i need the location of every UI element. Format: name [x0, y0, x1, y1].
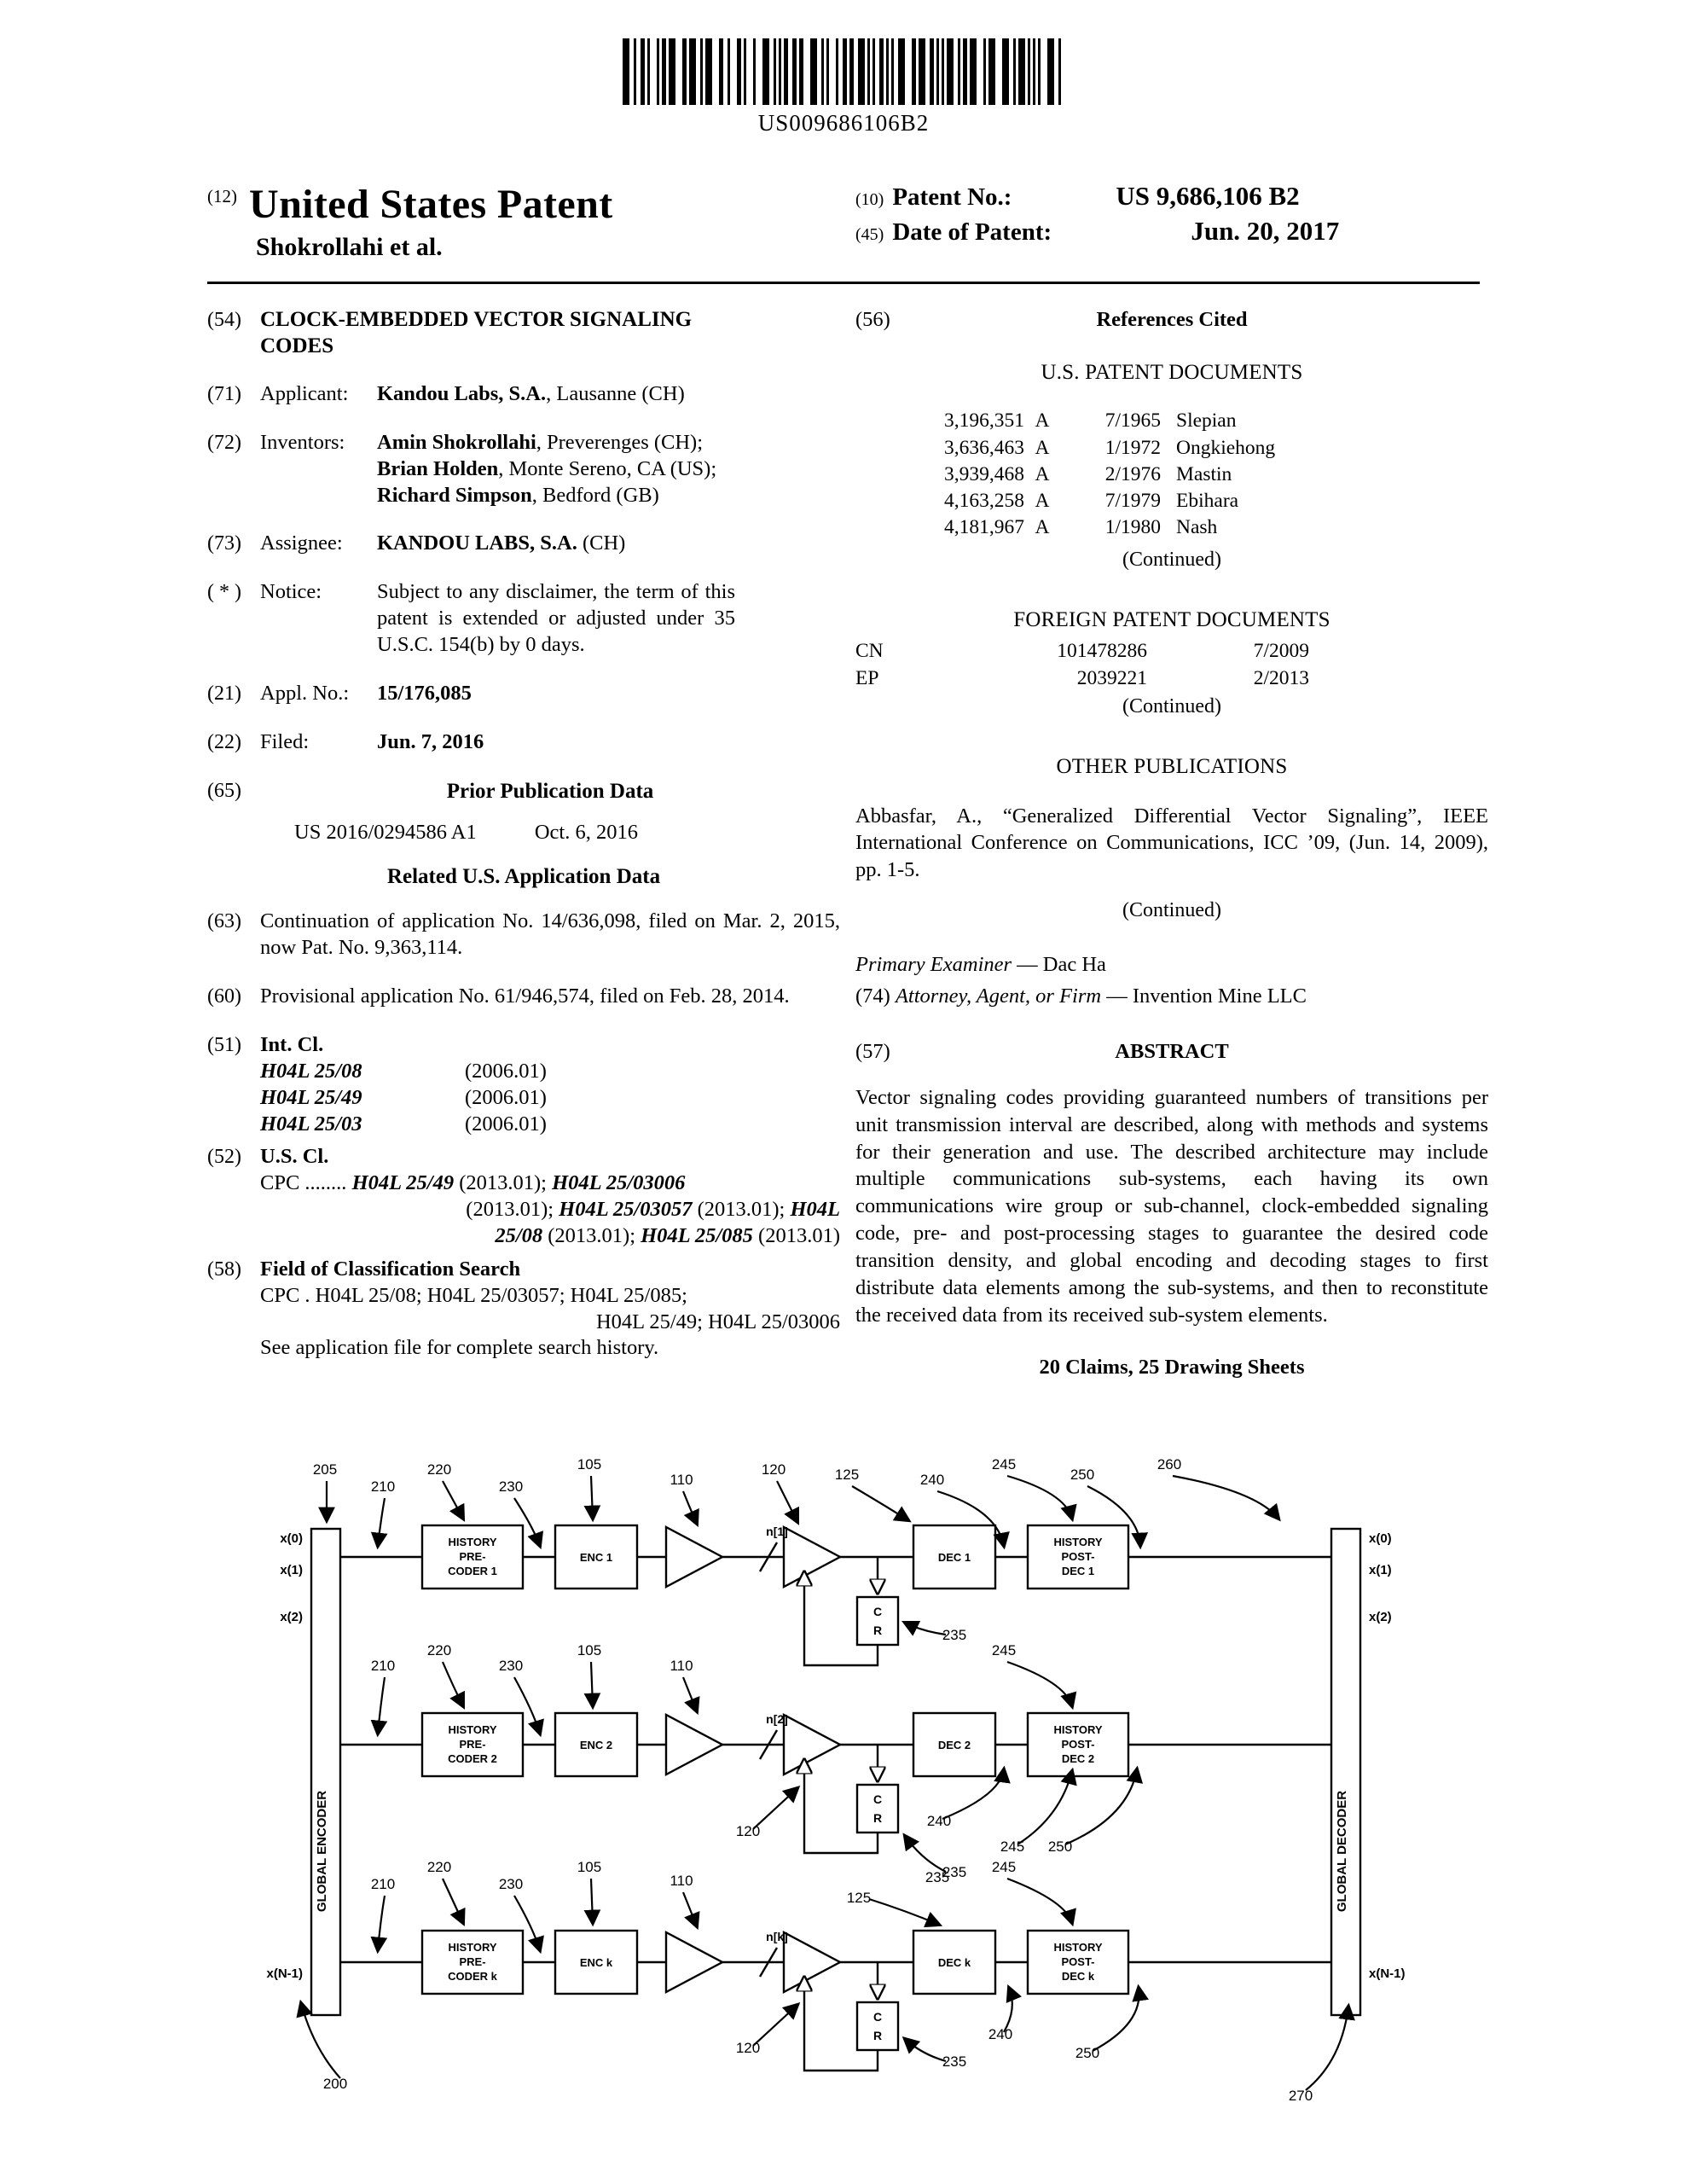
ref-240: 240 — [988, 2026, 1013, 2042]
int-cl-code: H04L 25/08 — [260, 1059, 362, 1083]
postdec-label-2-line2: POST- — [1061, 1738, 1095, 1751]
invention-title: CLOCK-EMBEDDED VECTOR SIGNALING CODES — [260, 308, 693, 357]
int-cl-code: H04L 25/49 — [260, 1085, 362, 1109]
claims-drawings-line: 20 Claims, 25 Drawing Sheets — [1039, 1355, 1305, 1379]
field-code-56: (56) — [855, 308, 890, 331]
reference-name: Ongkiehong — [1176, 436, 1276, 459]
us-cl-line-1 — [260, 1170, 840, 1197]
int-cl-heading: Int. Cl. — [260, 1033, 324, 1057]
assignee-label: Assignee: — [260, 531, 343, 555]
ref-120: 120 — [735, 1823, 761, 1839]
precoder-label-1-line2: PRE- — [459, 1550, 486, 1563]
page-title: United States Patent — [249, 182, 613, 227]
ref-120: 120 — [761, 1461, 786, 1478]
field-of-search-line-2: H04L 25/49; H04L 25/03006 — [595, 1310, 840, 1333]
applicant-body — [260, 381, 840, 408]
ref-230: 230 — [498, 1658, 524, 1674]
field-code-58: (58) — [207, 1258, 241, 1281]
postdec-label-2-line3: DEC 2 — [1061, 1752, 1095, 1765]
patent-date-label: Date of Patent: — [892, 218, 1052, 246]
us-cl-version: (2013.01); — [692, 1198, 791, 1222]
precoder-label-2-line3: CODER 2 — [448, 1752, 497, 1765]
us-cl-code: H04L 25/085 — [641, 1224, 753, 1248]
foreign-number: 2039221 — [1076, 666, 1147, 689]
appl-no-value: 15/176,085 — [377, 681, 472, 705]
primary-examiner-label: Primary Examiner — [855, 953, 1012, 977]
int-cl-version: (2006.01) — [465, 1112, 547, 1136]
prior-publication-heading: Prior Publication Data — [446, 779, 654, 803]
patent-number-value: US 9,686,106 B2 — [1116, 181, 1300, 211]
reference-number: 3,939,468 — [944, 462, 1024, 485]
precoder-label-1-line3: CODER 1 — [448, 1565, 497, 1577]
field-code-star: ( * ) — [207, 581, 241, 604]
field-code-65: (65) — [207, 779, 241, 802]
postdec-label-k-line2: POST- — [1061, 1955, 1095, 1968]
provisional-text: Provisional application No. 61/946,574, filed on Feb. 28, 2014. — [260, 985, 790, 1008]
left-column — [207, 307, 840, 1384]
ref-220: 220 — [426, 1642, 452, 1658]
field-code-52: (52) — [207, 1146, 241, 1169]
table-row — [905, 514, 1488, 541]
foreign-date: 2/2013 — [1253, 666, 1309, 689]
field-code-73: (73) — [207, 532, 241, 555]
notice-label: Notice: — [260, 580, 322, 604]
ref-260: 260 — [1157, 1456, 1182, 1472]
inventor-1-location: , Preverenges (CH); — [536, 430, 704, 454]
continued-marker: (Continued) — [1122, 899, 1221, 922]
wire-label-2: n[2] — [766, 1712, 788, 1726]
reference-name: Nash — [1176, 516, 1218, 539]
abstract-heading: ABSTRACT — [1115, 1040, 1229, 1064]
cr-label-r-2: R — [872, 1811, 883, 1825]
field-21-appl-no — [207, 681, 840, 707]
precoder-label-2-line1: HISTORY — [448, 1723, 497, 1736]
foreign-date: 7/2009 — [1253, 640, 1309, 663]
reference-kind: A — [1035, 490, 1050, 513]
ref-105: 105 — [577, 1456, 602, 1472]
encoder-label-k: ENC k — [579, 1956, 613, 1969]
attorney-label: Attorney, Agent, or Firm — [895, 985, 1102, 1008]
field-of-search-body — [260, 1257, 840, 1362]
prior-publication-date: Oct. 6, 2016 — [534, 821, 638, 845]
kind-code-12: (12) — [207, 186, 237, 206]
table-row — [855, 638, 1488, 665]
ref-245: 245 — [1000, 1838, 1025, 1855]
foreign-number: 101478286 — [1057, 640, 1147, 663]
driver-amp-k — [666, 1932, 722, 1992]
us-cl-cpc-prefix: CPC ........ — [260, 1171, 347, 1195]
reference-kind: A — [1035, 410, 1050, 433]
output-label-x2: x(2) — [1369, 1610, 1392, 1624]
inventor-surname-line: Shokrollahi et al. — [256, 233, 443, 261]
ref-235: 235 — [942, 2053, 967, 2070]
ref-110: 110 — [670, 1472, 693, 1488]
us-cl-version: (2013.01); — [466, 1198, 559, 1222]
precoder-label-2-line2: PRE- — [459, 1738, 486, 1751]
ref-120: 120 — [735, 2040, 761, 2056]
related-application-data-heading: Related U.S. Application Data — [386, 864, 661, 888]
masthead-right — [855, 181, 1488, 251]
inventor-1-name: Amin Shokrollahi — [377, 430, 536, 454]
decoder-label-1: DEC 1 — [937, 1551, 971, 1564]
right-column — [855, 307, 1488, 1380]
postdec-label-k-line1: HISTORY — [1053, 1941, 1103, 1954]
field-code-21: (21) — [207, 682, 241, 705]
ref-125: 125 — [834, 1467, 860, 1483]
other-publication-entry: Abbasfar, A., “Generalized Differential Vector Signaling”, IEEE International Conference on Communications, ICC ’09, (Jun. 14, 2009), pp. 1-5. — [855, 804, 1488, 882]
table-row — [855, 665, 1488, 692]
receiver-amp-1 — [784, 1527, 840, 1587]
reference-date: 7/1965 — [1104, 410, 1161, 433]
ref-110: 110 — [670, 1658, 693, 1674]
primary-examiner-name: Dac Ha — [1042, 953, 1106, 977]
int-cl-code: H04L 25/03 — [260, 1112, 362, 1136]
appl-no-body — [260, 681, 840, 707]
field-code-51: (51) — [207, 1034, 241, 1057]
reference-number: 4,181,967 — [944, 516, 1024, 539]
notice-body — [260, 579, 840, 659]
ref-245: 245 — [991, 1859, 1017, 1875]
output-label-x1: x(1) — [1369, 1563, 1392, 1577]
abstract-text: Vector signaling codes providing guaranteed numbers of transitions per unit transmission interval are described, along with methods and systems for their generation and use. The described architecture may include multiple communications sub-systems, each having its own communications wire group or sub-channel, clock-embedded signaling code, pre- and post-processing stages to guarantee the desired code transition density, and global encoding and decoding stages to first distribute data elements among the sub-systems, and then to reconstitute the received data from its received sub-system elements. — [855, 1085, 1488, 1327]
inventor-2-name: Brian Holden — [377, 456, 499, 480]
us-cl-line-2 — [260, 1197, 840, 1223]
ref-235: 235 — [942, 1864, 967, 1880]
field-57-abstract-header — [855, 1039, 1488, 1066]
ref-110: 110 — [670, 1873, 693, 1889]
encoder-label-2: ENC 2 — [579, 1739, 613, 1751]
barcode-image — [623, 38, 1065, 105]
notice-text: Subject to any disclaimer, the term of this patent is extended or adjusted under 35 U.S.C. 154(b) by 0 days. — [377, 580, 735, 657]
references-cited-heading: References Cited — [1096, 308, 1248, 331]
inventors-body — [260, 430, 840, 509]
ref-210: 210 — [370, 1658, 396, 1674]
reference-date: 7/1979 — [1104, 490, 1161, 513]
reference-number: 3,636,463 — [944, 436, 1024, 459]
table-row — [905, 462, 1488, 488]
reference-date: 2/1976 — [1104, 462, 1161, 485]
wire-label-1: n[1] — [766, 1525, 788, 1538]
attorney-row — [855, 984, 1488, 1010]
ref-220: 220 — [426, 1859, 452, 1875]
patent-date-value: Jun. 20, 2017 — [1191, 216, 1340, 246]
barcode-number: US009686106B2 — [757, 110, 930, 136]
kind-code-45: (45) — [855, 225, 884, 244]
reference-date: 1/1972 — [1104, 436, 1161, 459]
ref-235: 235 — [925, 1869, 950, 1885]
receiver-amp-k — [784, 1932, 840, 1992]
field-code-60: (60) — [207, 985, 241, 1008]
input-label-x1: x(1) — [280, 1563, 303, 1577]
us-cl-body — [260, 1144, 840, 1249]
continuation-text: Continuation of application No. 14/636,098, filed on Mar. 2, 2015, now Pat. No. 9,363,114. — [260, 909, 840, 960]
foreign-patent-documents-table — [855, 638, 1488, 692]
input-label-xn: x(N-1) — [266, 1966, 303, 1981]
cr-label-r-k: R — [872, 2029, 883, 2042]
examiner-dash: — — [1012, 953, 1043, 977]
reference-name: Ebihara — [1176, 490, 1239, 513]
reference-number: 3,196,351 — [944, 410, 1024, 433]
field-65-prior-publication — [207, 778, 840, 846]
us-patent-documents-table — [905, 408, 1488, 541]
patent-number-row — [855, 181, 1488, 212]
reference-kind: A — [1035, 436, 1050, 459]
cr-label-r-1: R — [872, 1623, 883, 1637]
us-patent-documents-heading: U.S. PATENT DOCUMENTS — [1041, 360, 1303, 384]
ref-240: 240 — [926, 1813, 952, 1829]
ref-250: 250 — [1070, 1467, 1095, 1483]
us-cl-code: 25/08 — [495, 1224, 543, 1248]
field-71-applicant — [207, 381, 840, 408]
patent-date-row — [855, 216, 1488, 247]
field-code-72: (72) — [207, 431, 241, 454]
field-of-search-note: See application file for complete search history. — [260, 1336, 659, 1360]
output-label-xn: x(N-1) — [1369, 1966, 1406, 1981]
field-52-us-cl — [207, 1144, 840, 1249]
reference-number: 4,163,258 — [944, 490, 1024, 513]
applicant-location: , Lausanne (CH) — [546, 382, 685, 405]
input-label-x0: x(0) — [280, 1531, 303, 1546]
ref-105: 105 — [577, 1859, 602, 1875]
appl-no-label: Appl. No.: — [260, 681, 350, 705]
us-cl-version: (2013.01) — [752, 1224, 840, 1248]
field-of-search-heading: Field of Classification Search — [260, 1257, 521, 1281]
ref-245: 245 — [991, 1642, 1017, 1658]
us-cl-version: (2013.01); — [542, 1224, 641, 1248]
attorney-dash: — — [1101, 985, 1133, 1008]
reference-name: Mastin — [1176, 462, 1232, 485]
table-row — [905, 408, 1488, 434]
prior-publication-id: US 2016/0294586 A1 — [294, 821, 477, 845]
precoder-label-1-line1: HISTORY — [448, 1536, 497, 1548]
ref-220: 220 — [426, 1461, 452, 1478]
prior-publication-row — [294, 820, 840, 846]
field-54-title — [207, 307, 840, 359]
continued-marker: (Continued) — [1122, 694, 1221, 717]
reference-kind: A — [1035, 516, 1050, 539]
inventor-2-location: , Monte Sereno, CA (US); — [498, 456, 717, 480]
ref-200: 200 — [322, 2076, 348, 2092]
ref-240: 240 — [919, 1472, 945, 1488]
precoder-label-k-line1: HISTORY — [448, 1941, 497, 1954]
prior-publication-body — [260, 778, 840, 846]
int-cl-body — [260, 1032, 840, 1137]
bibliographic-columns — [207, 307, 1488, 1433]
ref-205: 205 — [312, 1461, 338, 1478]
foreign-country-code: EP — [855, 666, 879, 689]
field-code-71: (71) — [207, 383, 241, 405]
inventor-3-name: Richard Simpson — [377, 483, 532, 507]
output-label-x0: x(0) — [1369, 1531, 1392, 1546]
us-cl-code: H04L 25/03057 — [559, 1198, 693, 1222]
int-cl-row — [260, 1112, 840, 1138]
field-code-54: (54) — [207, 309, 241, 331]
applicant-label: Applicant: — [260, 382, 349, 405]
precoder-label-k-line2: PRE- — [459, 1955, 486, 1968]
us-cl-code: H04L 25/03006 — [552, 1171, 686, 1195]
postdec-label-k-line3: DEC k — [1061, 1970, 1095, 1983]
decoder-label-k: DEC k — [937, 1956, 971, 1969]
foreign-country-code: CN — [855, 640, 884, 663]
postdec-label-1-line1: HISTORY — [1053, 1536, 1103, 1548]
global-decoder-label: GLOBAL DECODER — [1335, 1790, 1349, 1913]
int-cl-version: (2006.01) — [465, 1059, 547, 1083]
us-cl-heading: U.S. Cl. — [260, 1145, 329, 1169]
input-label-x2: x(2) — [280, 1610, 303, 1624]
ref-250: 250 — [1075, 2045, 1100, 2061]
field-58-field-of-search — [207, 1257, 840, 1362]
field-star-notice — [207, 579, 840, 659]
cr-label-c-2: C — [872, 1792, 883, 1806]
cr-label-c-k: C — [872, 2010, 883, 2024]
ref-245: 245 — [991, 1456, 1017, 1472]
primary-examiner-row — [855, 952, 1488, 979]
us-cl-code: H04L 25/49 — [351, 1171, 455, 1195]
table-row — [905, 435, 1488, 462]
field-72-inventors — [207, 430, 840, 509]
us-cl-code: H04L — [790, 1198, 840, 1222]
int-cl-row — [260, 1059, 840, 1085]
driver-amp-1 — [666, 1527, 722, 1587]
field-63-continuation — [207, 909, 840, 961]
reference-kind: A — [1035, 462, 1050, 485]
attorney-firm-name: Invention Mine LLC — [1132, 985, 1307, 1008]
other-publications-heading: OTHER PUBLICATIONS — [1056, 755, 1288, 779]
applicant-name: Kandou Labs, S.A. — [377, 382, 547, 405]
field-code-74: (74) — [855, 985, 890, 1008]
field-code-63: (63) — [207, 910, 241, 933]
filed-label: Filed: — [260, 729, 310, 753]
precoder-label-k-line3: CODER k — [448, 1970, 497, 1983]
figure-block-diagram — [207, 1450, 1480, 2116]
ref-125: 125 — [846, 1890, 872, 1906]
global-decoder-box — [1331, 1529, 1360, 2015]
field-of-search-line-1: CPC . H04L 25/08; H04L 25/03057; H04L 25/085; — [260, 1283, 687, 1307]
reference-name: Slepian — [1176, 410, 1237, 433]
reference-numerals-layer — [301, 1456, 1348, 2104]
filed-body — [260, 729, 840, 756]
driver-amp-2 — [666, 1715, 722, 1774]
global-encoder-box — [311, 1529, 340, 2015]
ref-105: 105 — [577, 1642, 602, 1658]
field-60-provisional — [207, 984, 840, 1010]
ref-210: 210 — [370, 1876, 396, 1892]
masthead — [207, 181, 1480, 263]
ref-230: 230 — [498, 1478, 524, 1495]
reference-date: 1/1980 — [1104, 516, 1161, 539]
field-22-filed — [207, 729, 840, 756]
patent-number-label: Patent No.: — [892, 183, 1012, 211]
field-56-references-cited — [855, 307, 1488, 334]
ref-230: 230 — [498, 1876, 524, 1892]
kind-code-10: (10) — [855, 190, 884, 209]
postdec-label-2-line1: HISTORY — [1053, 1723, 1103, 1736]
barcode-block — [0, 31, 1687, 136]
ref-250: 250 — [1047, 1838, 1073, 1855]
int-cl-version: (2006.01) — [465, 1085, 547, 1109]
header-divider — [207, 282, 1480, 284]
filed-value: Jun. 7, 2016 — [377, 729, 484, 753]
postdec-label-1-line3: DEC 1 — [1061, 1565, 1095, 1577]
cr-label-c-1: C — [872, 1605, 883, 1618]
field-51-int-cl — [207, 1032, 840, 1137]
us-cl-line-3 — [260, 1223, 840, 1250]
field-code-57: (57) — [855, 1040, 890, 1064]
assignee-country: (CH) — [577, 531, 626, 555]
receiver-amp-2 — [784, 1715, 840, 1774]
figure-svg — [207, 1450, 1480, 2116]
encoder-label-1: ENC 1 — [579, 1551, 613, 1564]
table-row — [905, 488, 1488, 514]
ref-235: 235 — [942, 1627, 967, 1643]
wire-label-k: n[k] — [766, 1930, 788, 1943]
field-code-22: (22) — [207, 730, 241, 753]
postdec-label-1-line2: POST- — [1061, 1550, 1095, 1563]
foreign-patent-documents-heading: FOREIGN PATENT DOCUMENTS — [1013, 607, 1330, 631]
us-cl-version: (2013.01); — [454, 1171, 553, 1195]
ref-270: 270 — [1288, 2088, 1313, 2104]
continued-marker: (Continued) — [1122, 548, 1221, 571]
field-73-assignee — [207, 531, 840, 557]
int-cl-row — [260, 1085, 840, 1112]
inventor-3-location: , Bedford (GB) — [531, 483, 659, 507]
ref-210: 210 — [370, 1478, 396, 1495]
assignee-name: KANDOU LABS, S.A. — [377, 531, 577, 555]
masthead-left — [207, 181, 613, 262]
inventors-label: Inventors: — [260, 430, 345, 454]
assignee-body — [260, 531, 840, 557]
global-encoder-label: GLOBAL ENCODER — [315, 1790, 329, 1913]
decoder-label-2: DEC 2 — [937, 1739, 971, 1751]
